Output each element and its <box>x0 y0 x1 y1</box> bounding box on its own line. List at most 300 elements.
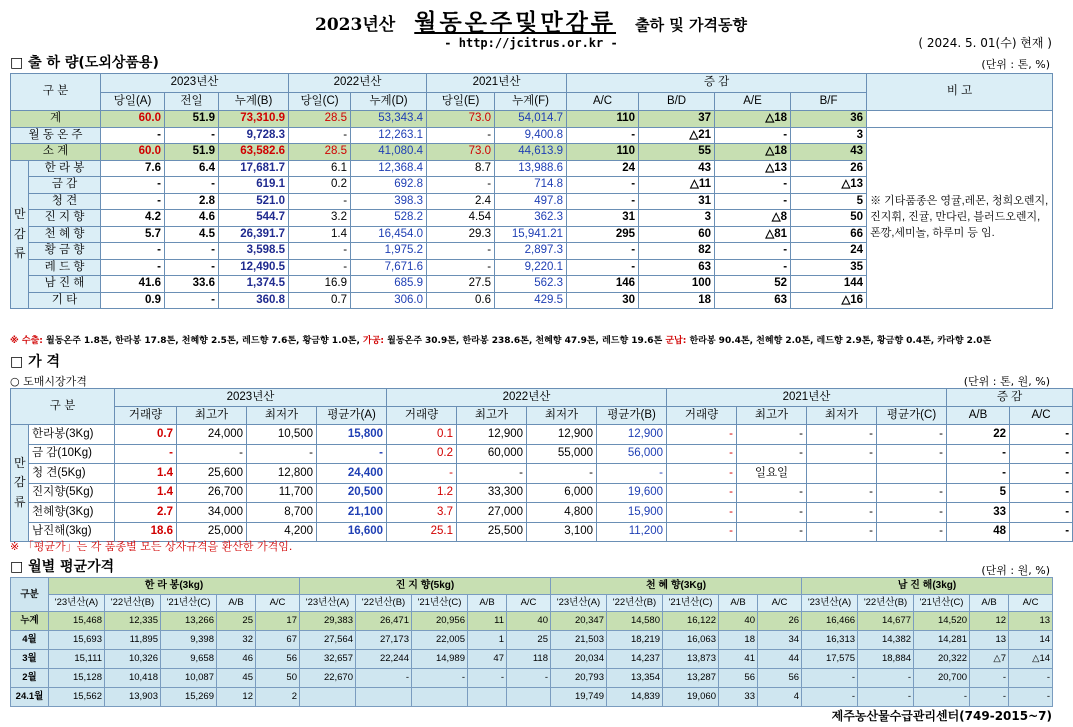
sub-header: 최고가 <box>177 407 247 425</box>
table-cell: 3.2 <box>289 210 351 227</box>
section1-unit: (단위 : 톤, %) <box>981 58 1050 71</box>
table-cell: 146 <box>567 276 639 293</box>
table-cell: 27,000 <box>457 503 527 523</box>
table-cell: - <box>914 688 970 707</box>
table-cell: 19,749 <box>551 688 607 707</box>
table-cell: 20,793 <box>551 669 607 688</box>
table-cell: - <box>1010 464 1073 484</box>
table-cell: 6,000 <box>527 483 597 503</box>
table-cell: - <box>715 259 791 276</box>
row-label: 2월 <box>11 669 49 688</box>
table-cell: 685.9 <box>351 276 427 293</box>
table-cell: 11 <box>468 612 507 631</box>
table-cell: 4 <box>758 688 802 707</box>
table-cell: 144 <box>791 276 867 293</box>
table-cell: 50 <box>791 210 867 227</box>
table-cell: 10,326 <box>105 650 161 669</box>
table-cell: 33 <box>719 688 758 707</box>
table-cell: - <box>567 127 639 144</box>
table-cell: - <box>858 688 914 707</box>
table-cell: - <box>101 193 165 210</box>
group-header: 2022년산 <box>387 389 667 407</box>
table-cell: 2.4 <box>427 193 495 210</box>
col-category-header: 구분 <box>11 578 49 612</box>
table-cell: - <box>101 259 165 276</box>
row-label: 계 <box>11 111 101 128</box>
table-cell: 13 <box>1009 612 1053 631</box>
table-cell: 10,087 <box>161 669 217 688</box>
table-cell: 15,941.21 <box>495 226 567 243</box>
table-cell <box>468 688 507 707</box>
table-cell: 20,700 <box>914 669 970 688</box>
table-cell: - <box>507 669 551 688</box>
table-cell: 9,398 <box>161 631 217 650</box>
table-cell: - <box>427 127 495 144</box>
table-cell: △14 <box>1009 650 1053 669</box>
table-cell: 13,266 <box>161 612 217 631</box>
table-cell: 714.8 <box>495 177 567 194</box>
table-row <box>11 631 1053 650</box>
table-cell: - <box>667 522 737 542</box>
table-cell: 12 <box>217 688 256 707</box>
table-cell: 25 <box>507 631 551 650</box>
section1-title: □ 출 하 량(도외상품용) <box>10 55 159 71</box>
table-cell: 15,562 <box>49 688 105 707</box>
table-cell: - <box>667 464 737 484</box>
table-cell: △18 <box>715 144 791 161</box>
table-cell: 10,500 <box>247 425 317 445</box>
sub-header: A/C <box>1009 595 1053 612</box>
table-cell: 60.0 <box>101 144 165 161</box>
table-cell: 110 <box>567 144 639 161</box>
table-cell: 14,382 <box>858 631 914 650</box>
table-cell: 16,466 <box>802 612 858 631</box>
table-cell: 24 <box>567 160 639 177</box>
table-cell: 14,281 <box>914 631 970 650</box>
table-cell: 34,000 <box>177 503 247 523</box>
group-header: 2023년산 <box>115 389 387 407</box>
table-cell: 12,900 <box>597 425 667 445</box>
side-label: 만 감 류 <box>11 160 29 309</box>
table-cell: - <box>715 177 791 194</box>
table-cell: 9,400.8 <box>495 127 567 144</box>
table-cell: 18,884 <box>858 650 914 669</box>
table-cell: - <box>877 522 947 542</box>
table-cell: 20,500 <box>317 483 387 503</box>
table-cell: 9,728.3 <box>219 127 289 144</box>
shipment-table <box>10 73 1053 309</box>
table-cell: 60 <box>639 226 715 243</box>
table-cell: 15,128 <box>49 669 105 688</box>
group-header: 진 지 향(5kg) <box>300 578 551 595</box>
table-cell: 0.1 <box>387 425 457 445</box>
table-cell: 22,670 <box>300 669 356 688</box>
table-cell: 63 <box>639 259 715 276</box>
table-cell: 4.2 <box>101 210 165 227</box>
sub-header: A/B <box>947 407 1010 425</box>
table-cell: 52 <box>715 276 791 293</box>
table-cell: 12,263.1 <box>351 127 427 144</box>
table-cell: △13 <box>715 160 791 177</box>
table-cell: - <box>737 425 807 445</box>
table-cell: 6.1 <box>289 160 351 177</box>
table-cell: 1,374.5 <box>219 276 289 293</box>
row-label: 레 드 향 <box>29 259 101 276</box>
table-cell: 35 <box>791 259 867 276</box>
table-cell: 20,956 <box>412 612 468 631</box>
table-cell: 73.0 <box>427 144 495 161</box>
table-cell: 13,903 <box>105 688 161 707</box>
table-cell: 18 <box>639 292 715 309</box>
table-cell: - <box>807 444 877 464</box>
sub-header: 평균가(C) <box>877 407 947 425</box>
table-cell: 3 <box>791 127 867 144</box>
table-cell: 28.5 <box>289 111 351 128</box>
report-date: ( 2024. 5. 01(수) 현재 ) <box>918 36 1052 50</box>
table-cell: 45 <box>217 669 256 688</box>
table-cell: 5 <box>947 483 1010 503</box>
table-cell: 562.3 <box>495 276 567 293</box>
table-cell: 40 <box>719 612 758 631</box>
table-cell: 41 <box>719 650 758 669</box>
table-cell: 20,347 <box>551 612 607 631</box>
remarks-blank <box>867 111 1053 128</box>
table-cell: 4.5 <box>165 226 219 243</box>
table-cell: - <box>247 444 317 464</box>
table-cell: - <box>970 669 1009 688</box>
sub-header: A/C <box>256 595 300 612</box>
table-cell: 28.5 <box>289 144 351 161</box>
row-label: 3월 <box>11 650 49 669</box>
table-cell: 40 <box>507 612 551 631</box>
table-cell: - <box>807 425 877 445</box>
row-label: 월 동 온 주 <box>11 127 101 144</box>
table-row <box>11 127 1053 144</box>
table-cell: - <box>412 669 468 688</box>
table-cell: 14,989 <box>412 650 468 669</box>
table-cell: 44 <box>758 650 802 669</box>
table-row <box>11 650 1053 669</box>
sub-header: '23년산(A) <box>300 595 356 612</box>
page-title <box>0 4 1062 37</box>
table-cell: 16,063 <box>663 631 719 650</box>
table-cell: 3,100 <box>527 522 597 542</box>
table-cell: 56 <box>758 669 802 688</box>
table-cell: 0.7 <box>115 425 177 445</box>
sub-header: A/C <box>758 595 802 612</box>
table-cell: - <box>802 669 858 688</box>
table-cell: - <box>356 669 412 688</box>
table-cell: 3.7 <box>387 503 457 523</box>
table-cell: - <box>427 259 495 276</box>
sub-header: 최저가 <box>247 407 317 425</box>
sub-header: '21년산(C) <box>161 595 217 612</box>
table-cell: 56 <box>719 669 758 688</box>
table-cell: 528.2 <box>351 210 427 227</box>
row-label: 4월 <box>11 631 49 650</box>
table-cell: - <box>715 127 791 144</box>
table-cell: 15,269 <box>161 688 217 707</box>
sub-header: 누계(B) <box>219 92 289 111</box>
table-cell: 12,900 <box>457 425 527 445</box>
table-cell: 27.5 <box>427 276 495 293</box>
table-cell: 14 <box>1009 631 1053 650</box>
table-cell: △8 <box>715 210 791 227</box>
table-cell: 4.54 <box>427 210 495 227</box>
table-cell: 24 <box>791 243 867 260</box>
table-cell: 14,839 <box>607 688 663 707</box>
table-cell: - <box>165 292 219 309</box>
table-cell: 66 <box>791 226 867 243</box>
table-cell: - <box>715 193 791 210</box>
table-cell: - <box>1009 669 1053 688</box>
table-cell: 14,237 <box>607 650 663 669</box>
table-cell: 25,600 <box>177 464 247 484</box>
table-cell: 20,322 <box>914 650 970 669</box>
table-cell: 7.6 <box>101 160 165 177</box>
table-cell: 12,368.4 <box>351 160 427 177</box>
sub-header: 최저가 <box>807 407 877 425</box>
table-cell: 63,582.6 <box>219 144 289 161</box>
table-cell: △11 <box>639 177 715 194</box>
group-header: 증 감 <box>567 74 867 93</box>
table-cell: 11,895 <box>105 631 161 650</box>
table-cell: 31 <box>639 193 715 210</box>
table-cell: 15,800 <box>317 425 387 445</box>
table-cell: 2 <box>256 688 300 707</box>
sub-header: 당일(C) <box>289 92 351 111</box>
table-cell: 19,060 <box>663 688 719 707</box>
table-cell: 37 <box>639 111 715 128</box>
sub-header: A/B <box>719 595 758 612</box>
table-cell: 10,418 <box>105 669 161 688</box>
table-cell: 692.8 <box>351 177 427 194</box>
sub-header: '22년산(B) <box>607 595 663 612</box>
row-label: 남 진 해 <box>29 276 101 293</box>
table-cell: - <box>597 464 667 484</box>
table-cell: 54,014.7 <box>495 111 567 128</box>
table-cell: - <box>101 243 165 260</box>
title-main: 월동온주및만감류 <box>414 10 617 36</box>
table-cell: 63 <box>715 292 791 309</box>
table-cell: 0.2 <box>289 177 351 194</box>
table-cell: 110 <box>567 111 639 128</box>
sub-header: 당일(E) <box>427 92 495 111</box>
table-cell: - <box>115 444 177 464</box>
table-cell: 34 <box>758 631 802 650</box>
table-cell: 24,000 <box>177 425 247 445</box>
sub-header: A/B <box>468 595 507 612</box>
table-cell: - <box>737 503 807 523</box>
table-cell: 56 <box>256 650 300 669</box>
col-category-header: 구 분 <box>11 74 101 111</box>
table-cell: 32 <box>217 631 256 650</box>
sub-header: B/D <box>639 92 715 111</box>
table-cell: - <box>101 177 165 194</box>
row-label: 한라봉(3Kg) <box>29 425 115 445</box>
table-cell: 12 <box>970 612 1009 631</box>
table-cell: 118 <box>507 650 551 669</box>
table-cell: 1 <box>468 631 507 650</box>
source-url: - http://jcitrus.or.kr - <box>444 36 618 50</box>
table-cell: - <box>567 243 639 260</box>
table-cell: 33.6 <box>165 276 219 293</box>
table-cell: - <box>667 425 737 445</box>
table-cell: 362.3 <box>495 210 567 227</box>
table-cell: - <box>289 127 351 144</box>
row-label: 청 견(5Kg) <box>29 464 115 484</box>
table-cell: 360.8 <box>219 292 289 309</box>
table-cell: △21 <box>639 127 715 144</box>
table-cell: - <box>567 177 639 194</box>
table-cell: - <box>737 483 807 503</box>
table-cell: 67 <box>256 631 300 650</box>
table-cell: 5 <box>791 193 867 210</box>
table-cell: - <box>858 669 914 688</box>
remarks-note: ※ 기타품종은 영귤,레몬, 청희오렌지, 진지휘, 진귤, 만다린, 블러드오렌지, 폰깡,세미놀, 하루미 등 임. <box>867 127 1053 309</box>
table-cell: - <box>101 127 165 144</box>
table-cell <box>300 688 356 707</box>
table-cell: 2.7 <box>115 503 177 523</box>
group-header: 2021년산 <box>667 389 947 407</box>
price-footnote: ※ 「평균가」는 각 품종별 모든 상자규격을 환산한 가격임. <box>10 540 293 553</box>
table-cell: - <box>667 444 737 464</box>
group-header: 증 감 <box>947 389 1073 407</box>
table-cell: 36 <box>791 111 867 128</box>
section2-title: □ 가 격 <box>10 354 61 370</box>
sub-header: 누계(D) <box>351 92 427 111</box>
sub-header: '23년산(A) <box>49 595 105 612</box>
table-cell: 21,503 <box>551 631 607 650</box>
table-cell: 1.4 <box>115 483 177 503</box>
table-cell: 47 <box>468 650 507 669</box>
table-cell: 26 <box>758 612 802 631</box>
table-cell: - <box>468 669 507 688</box>
footer-source: 제주농산물수급관리센터(749-2015~7) <box>831 709 1052 723</box>
table-cell: 26,700 <box>177 483 247 503</box>
table-cell: - <box>289 243 351 260</box>
table-cell: 50 <box>256 669 300 688</box>
table-cell: 17,575 <box>802 650 858 669</box>
table-cell: 33,300 <box>457 483 527 503</box>
table-cell: 16,600 <box>317 522 387 542</box>
sub-header: 평균가(A) <box>317 407 387 425</box>
table-cell: - <box>457 464 527 484</box>
table-cell: 12,800 <box>247 464 317 484</box>
row-label: 진 지 향 <box>29 210 101 227</box>
table-cell: 16,122 <box>663 612 719 631</box>
table-cell: 12,490.5 <box>219 259 289 276</box>
table-cell: 43 <box>639 160 715 177</box>
table-cell: 22,005 <box>412 631 468 650</box>
table-cell: 18 <box>719 631 758 650</box>
table-cell: 100 <box>639 276 715 293</box>
table-cell: - <box>165 243 219 260</box>
group-header: 2021년산 <box>427 74 567 93</box>
table-cell: 3 <box>639 210 715 227</box>
sub-header: '21년산(C) <box>412 595 468 612</box>
table-row <box>11 669 1053 688</box>
row-label: 진지향(5Kg) <box>29 483 115 503</box>
table-cell: 7,671.6 <box>351 259 427 276</box>
table-cell: 0.2 <box>387 444 457 464</box>
table-cell: - <box>567 193 639 210</box>
sub-header: '21년산(C) <box>663 595 719 612</box>
table-cell <box>807 464 877 484</box>
sub-header: A/C <box>507 595 551 612</box>
table-cell: - <box>807 522 877 542</box>
table-cell: - <box>1010 522 1073 542</box>
table-cell: 295 <box>567 226 639 243</box>
table-cell: 29.3 <box>427 226 495 243</box>
table-cell: 55,000 <box>527 444 597 464</box>
monthly-price-table <box>10 577 1053 707</box>
sub-header: '21년산(C) <box>914 595 970 612</box>
row-label: 기 타 <box>29 292 101 309</box>
table-cell: 15,468 <box>49 612 105 631</box>
sub-header: A/B <box>970 595 1009 612</box>
row-label: 황 금 향 <box>29 243 101 260</box>
row-label: 24.1월 <box>11 688 49 707</box>
sub-header: '23년산(A) <box>551 595 607 612</box>
table-cell: 9,658 <box>161 650 217 669</box>
table-cell: 544.7 <box>219 210 289 227</box>
table-cell: - <box>289 193 351 210</box>
table-cell: 17,681.7 <box>219 160 289 177</box>
table-cell: 53,343.4 <box>351 111 427 128</box>
table-cell: - <box>737 522 807 542</box>
table-cell: 56,000 <box>597 444 667 464</box>
table-row <box>11 503 1073 523</box>
table-cell: 13,287 <box>663 669 719 688</box>
table-cell: 일요일 <box>737 464 807 484</box>
sub-header: '23년산(A) <box>802 595 858 612</box>
sub-header: 당일(A) <box>101 92 165 111</box>
table-cell: △13 <box>791 177 867 194</box>
table-cell: 11,700 <box>247 483 317 503</box>
table-cell: 13,354 <box>607 669 663 688</box>
table-cell: 17 <box>256 612 300 631</box>
sub-header: '22년산(B) <box>356 595 412 612</box>
table-cell: - <box>427 243 495 260</box>
table-cell: 2.8 <box>165 193 219 210</box>
table-cell: 13,873 <box>663 650 719 669</box>
group-header: 2023년산 <box>101 74 289 93</box>
table-cell: 15,693 <box>49 631 105 650</box>
col-category-header: 구 분 <box>11 389 115 425</box>
table-cell: - <box>947 444 1010 464</box>
sub-header: 최저가 <box>527 407 597 425</box>
table-cell: 31 <box>567 210 639 227</box>
table-cell: 41,080.4 <box>351 144 427 161</box>
sub-header: '22년산(B) <box>858 595 914 612</box>
table-cell: 16,313 <box>802 631 858 650</box>
row-label: 금 감 <box>29 177 101 194</box>
table-cell: - <box>667 503 737 523</box>
table-cell <box>507 688 551 707</box>
table-cell: 29,383 <box>300 612 356 631</box>
table-cell: 8,700 <box>247 503 317 523</box>
sub-header: B/F <box>791 92 867 111</box>
sub-header: A/B <box>217 595 256 612</box>
table-cell: 22 <box>947 425 1010 445</box>
row-label: 천혜향(3Kg) <box>29 503 115 523</box>
table-cell: 16.9 <box>289 276 351 293</box>
table-cell <box>412 688 468 707</box>
table-cell: 13 <box>970 631 1009 650</box>
table-cell: 27,173 <box>356 631 412 650</box>
sub-header: 거래량 <box>667 407 737 425</box>
